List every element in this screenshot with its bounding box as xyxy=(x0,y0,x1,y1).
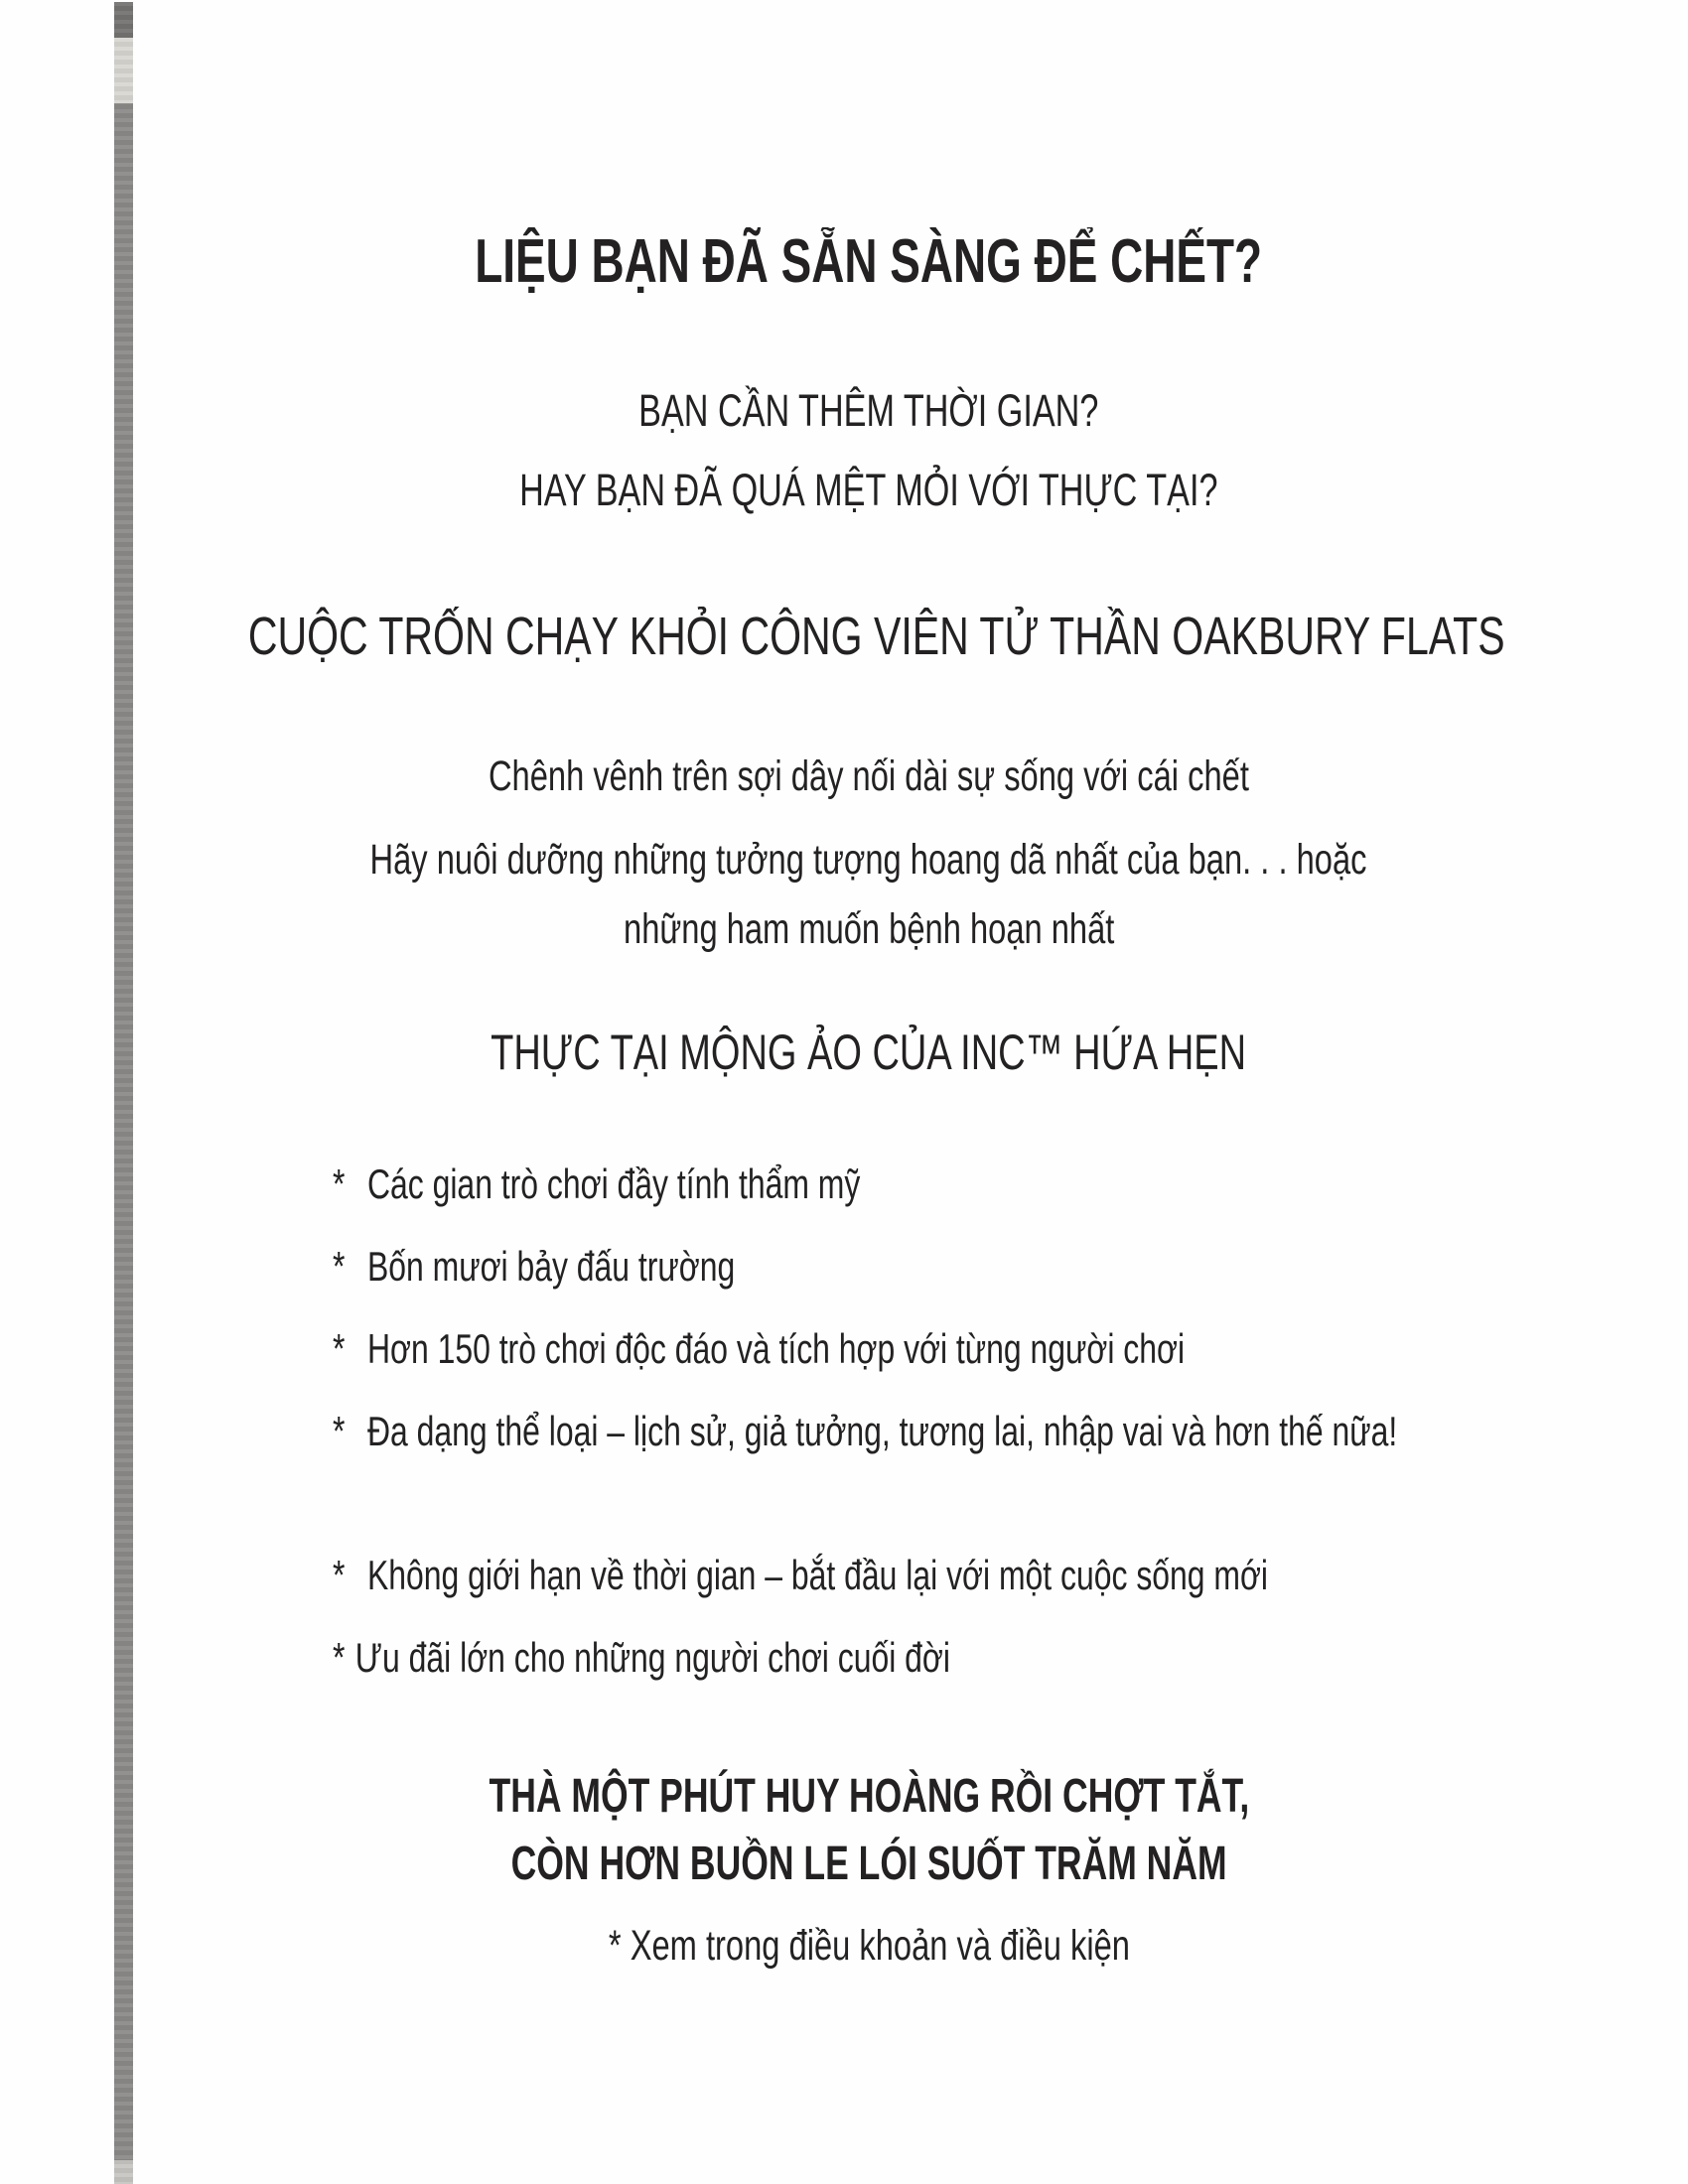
tagline-line-3: những ham muốn bệnh hoạn nhất xyxy=(623,905,1115,953)
question-line-1: BẠN CẦN THÊM THỜI GIAN? xyxy=(638,385,1099,436)
feature-item-4 xyxy=(333,1399,1465,1464)
terms-footnote: * Xem trong điều khoản và điều kiện xyxy=(608,1922,1130,1970)
feature-text: Không giới hạn về thời gian – bắt đầu lại với một cuộc sống mới xyxy=(366,1552,1269,1598)
feature-text: Đa dạng thể loại – lịch sử, giả tưởng, tương lai, nhập vai và hơn thế nữa! xyxy=(366,1408,1398,1454)
feature-item-5 xyxy=(333,1543,1465,1608)
asterisk-bullet: * xyxy=(333,1552,346,1598)
asterisk-bullet: * xyxy=(333,1160,346,1207)
spine-top-segment xyxy=(114,2,133,38)
page-title xyxy=(50,226,1688,297)
asterisk-bullet: * xyxy=(333,1634,346,1681)
tagline-line-2: Hãy nuôi dưỡng những tưởng tượng hoang dã nhất của bạn. . . hoặc xyxy=(370,836,1367,884)
asterisk-bullet: * xyxy=(333,1243,346,1290)
tagline-line-1: Chênh vênh trên sợi dây nối dài sự sống với cái chết xyxy=(489,752,1249,800)
feature-item-3 xyxy=(333,1316,1465,1382)
promise-heading: THỰC TẠI MỘNG ẢO CỦA INC™ HỨA HẸN xyxy=(491,1024,1247,1080)
feature-item-1 xyxy=(333,1152,1465,1217)
asterisk-bullet: * xyxy=(333,1408,346,1454)
asterisk-bullet: * xyxy=(333,1325,346,1372)
slogan-line-1: THÀ MỘT PHÚT HUY HOÀNG RỒI CHỢT TẮT, xyxy=(489,1770,1249,1823)
escape-heading: CUỘC TRỐN CHẠY KHỎI CÔNG VIÊN TỬ THẦN OAKBURY FLATS xyxy=(247,607,1505,666)
feature-text: Ưu đãi lớn cho những người chơi cuối đời xyxy=(354,1634,950,1681)
spine-bottom-segment xyxy=(114,2160,133,2184)
page-title-text: LIỆU BẠN ĐÃ SẴN SÀNG ĐỂ CHẾT? xyxy=(475,227,1263,296)
feature-text: Bốn mươi bảy đấu trường xyxy=(366,1243,736,1290)
spine-light-segment xyxy=(114,38,133,103)
slogan-line-2: CÒN HƠN BUỒN LE LÓI SUỐT TRĂM NĂM xyxy=(510,1838,1227,1890)
feature-text: Các gian trò chơi đầy tính thẩm mỹ xyxy=(366,1160,861,1207)
feature-item-2 xyxy=(333,1234,1465,1299)
feature-text: Hơn 150 trò chơi độc đáo và tích hợp với từng người chơi xyxy=(366,1325,1186,1372)
feature-item-6 xyxy=(333,1625,1465,1691)
question-line-2: HAY BẠN ĐÃ QUÁ MỆT MỎI VỚI THỰC TẠI? xyxy=(519,465,1218,515)
